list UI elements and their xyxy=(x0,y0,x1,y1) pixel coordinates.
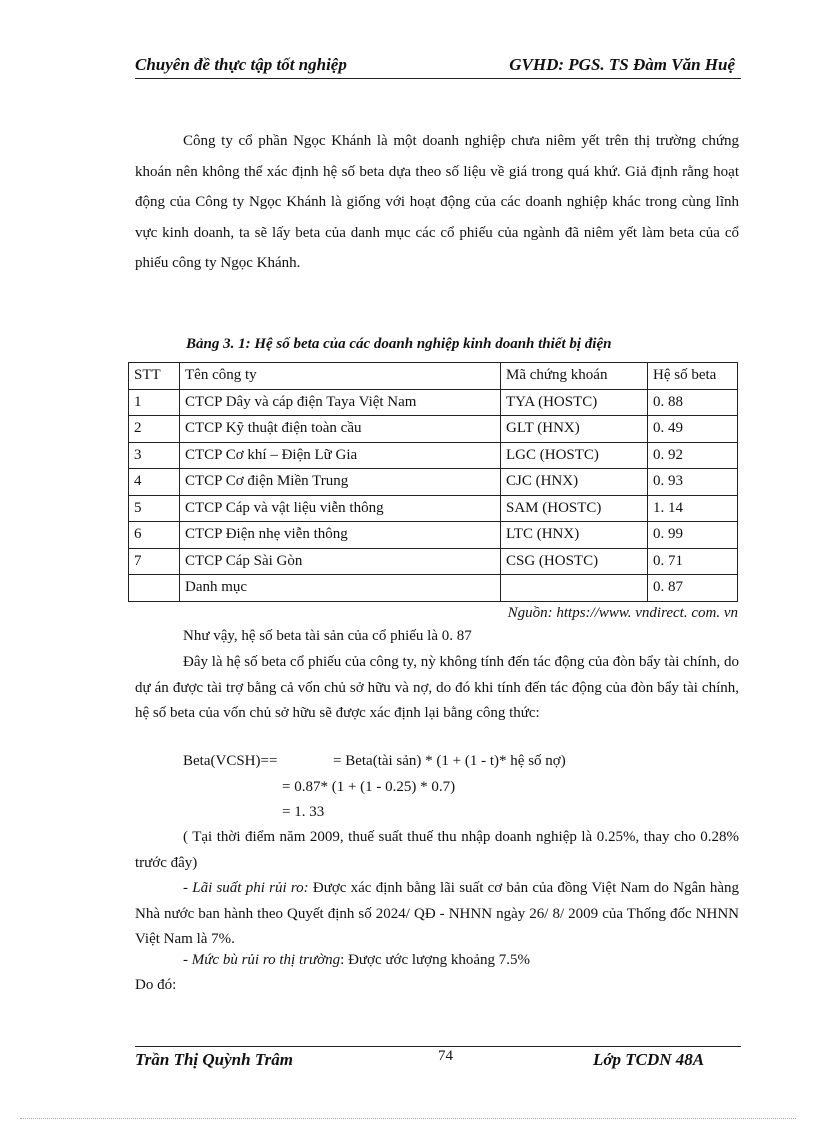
leverage-paragraph: Đây là hệ số beta cổ phiếu của công ty, nỳ không tính đến tác động của đòn bẩy tài chính, do dự án được tài trợ bằng cả vốn chủ sở hữu và nợ, do đó khi tính đến tác động của đòn bẩy tài chính, hệ số beta của vốn chủ sở hữu sẽ được xác định lại bằng công thức: xyxy=(135,654,739,721)
cell-stt: 4 xyxy=(129,469,180,496)
column-header: STT xyxy=(129,363,180,390)
cell-beta: 0. 71 xyxy=(648,548,738,575)
cell-company: Danh mục xyxy=(180,575,501,602)
cell-stt: 6 xyxy=(129,522,180,549)
conclusion-line: Do đó: xyxy=(135,977,177,993)
beta-table xyxy=(128,362,738,602)
cell-beta: 0. 88 xyxy=(648,389,738,416)
table-row xyxy=(129,548,738,575)
cell-company: CTCP Cáp và vật liệu viễn thông xyxy=(180,495,501,522)
cell-company: CTCP Cơ điện Miền Trung xyxy=(180,469,501,496)
footer-author: Trần Thị Quỳnh Trâm xyxy=(135,1050,293,1069)
header-advisor: GVHD: PGS. TS Đàm Văn Huệ xyxy=(509,55,735,74)
table-header-row xyxy=(129,363,738,390)
cell-beta: 0. 49 xyxy=(648,416,738,443)
riskfree-text: Được xác định bằng lãi suất cơ bản của đồng Việt Nam do Ngân hàng Nhà nước ban hành theo Quyết định số 2024/ QĐ - NHNN ngày 26/ 8/ 2009 của Thống đốc NHNN Việt Nam là 7%. xyxy=(135,880,739,947)
table-caption: Bảng 3. 1: Hệ số beta của các doanh nghiệp kinh doanh thiết bị điện xyxy=(186,336,612,352)
cell-ticker: TYA (HOSTC) xyxy=(501,389,648,416)
table-row xyxy=(129,522,738,549)
cell-company: CTCP Điện nhẹ viễn thông xyxy=(180,522,501,549)
page-number: 74 xyxy=(438,1048,453,1064)
column-header: Tên công ty xyxy=(180,363,501,390)
cell-beta: 0. 99 xyxy=(648,522,738,549)
column-header: Mã chứng khoán xyxy=(501,363,648,390)
footer-divider xyxy=(135,1046,741,1047)
cell-beta: 1. 14 xyxy=(648,495,738,522)
tax-paragraph: ( Tại thời điểm năm 2009, thuế suất thuế thu nhập doanh nghiệp là 0.25%, thay cho 0.28% trước đây) xyxy=(135,829,739,871)
cell-company: CTCP Cáp Sài Gòn xyxy=(180,548,501,575)
page-header xyxy=(135,52,741,79)
market-premium-line xyxy=(183,952,530,969)
table-row xyxy=(129,416,738,443)
cell-stt: 5 xyxy=(129,495,180,522)
cell-stt: 3 xyxy=(129,442,180,469)
table-source: Nguồn: https://www. vndirect. com. vn xyxy=(507,605,738,621)
table-row xyxy=(129,442,738,469)
cell-stt xyxy=(129,575,180,602)
cell-company: CTCP Kỹ thuật điện toàn cầu xyxy=(180,416,501,443)
riskfree-label: - Lãi suất phi rủi ro: xyxy=(183,880,309,896)
formula-line-1-right: = Beta(tài sản) * (1 + (1 - t)* hệ số nợ) xyxy=(333,753,566,769)
cell-stt: 7 xyxy=(129,548,180,575)
intro-paragraph: Công ty cổ phần Ngọc Khánh là một doanh nghiệp chưa niêm yết trên thị trường chứng khoán nên không thể xác định hệ số beta dựa theo số liệu về giá trong quá khứ. Giả định rằng hoạt động của Công ty Ngọc Khánh là giống với hoạt động của các doanh nghiệp khác trong cùng lĩnh vực kinh doanh, ta sẽ lấy beta của danh mục các cổ phiếu của ngành đã niêm yết làm beta của cổ phiếu công ty Ngọc Khánh. xyxy=(135,133,739,271)
cell-company: CTCP Dây và cáp điện Taya Việt Nam xyxy=(180,389,501,416)
table-row xyxy=(129,389,738,416)
table-row xyxy=(129,495,738,522)
page-bottom-border xyxy=(20,1118,796,1119)
header-title: Chuyên đề thực tập tốt nghiệp xyxy=(135,55,347,74)
cell-beta: 0. 87 xyxy=(648,575,738,602)
cell-beta: 0. 92 xyxy=(648,442,738,469)
market-premium-label: - Mức bù rủi ro thị trường xyxy=(183,952,341,968)
cell-company: CTCP Cơ khí – Điện Lữ Gia xyxy=(180,442,501,469)
footer-class: Lớp TCDN 48A xyxy=(593,1050,705,1069)
market-premium-text: : Được ước lượng khoảng 7.5% xyxy=(340,952,530,968)
cell-ticker: GLT (HNX) xyxy=(501,416,648,443)
column-header: Hệ số beta xyxy=(648,363,738,390)
asset-beta-line: Như vậy, hệ số beta tài sản của cổ phiếu là 0. 87 xyxy=(183,628,472,644)
cell-beta: 0. 93 xyxy=(648,469,738,496)
formula-line-1-left: Beta(VCSH)== xyxy=(183,753,278,769)
table-row xyxy=(129,469,738,496)
cell-stt: 2 xyxy=(129,416,180,443)
table-total-row xyxy=(129,575,738,602)
cell-ticker: CJC (HNX) xyxy=(501,469,648,496)
formula-line-2: = 0.87* (1 + (1 - 0.25) * 0.7) xyxy=(282,779,456,795)
cell-ticker xyxy=(501,575,648,602)
cell-ticker: LTC (HNX) xyxy=(501,522,648,549)
cell-ticker: LGC (HOSTC) xyxy=(501,442,648,469)
cell-ticker: CSG (HOSTC) xyxy=(501,548,648,575)
riskfree-paragraph xyxy=(135,876,739,953)
formula-line-3: = 1. 33 xyxy=(282,804,325,820)
cell-ticker: SAM (HOSTC) xyxy=(501,495,648,522)
cell-stt: 1 xyxy=(129,389,180,416)
